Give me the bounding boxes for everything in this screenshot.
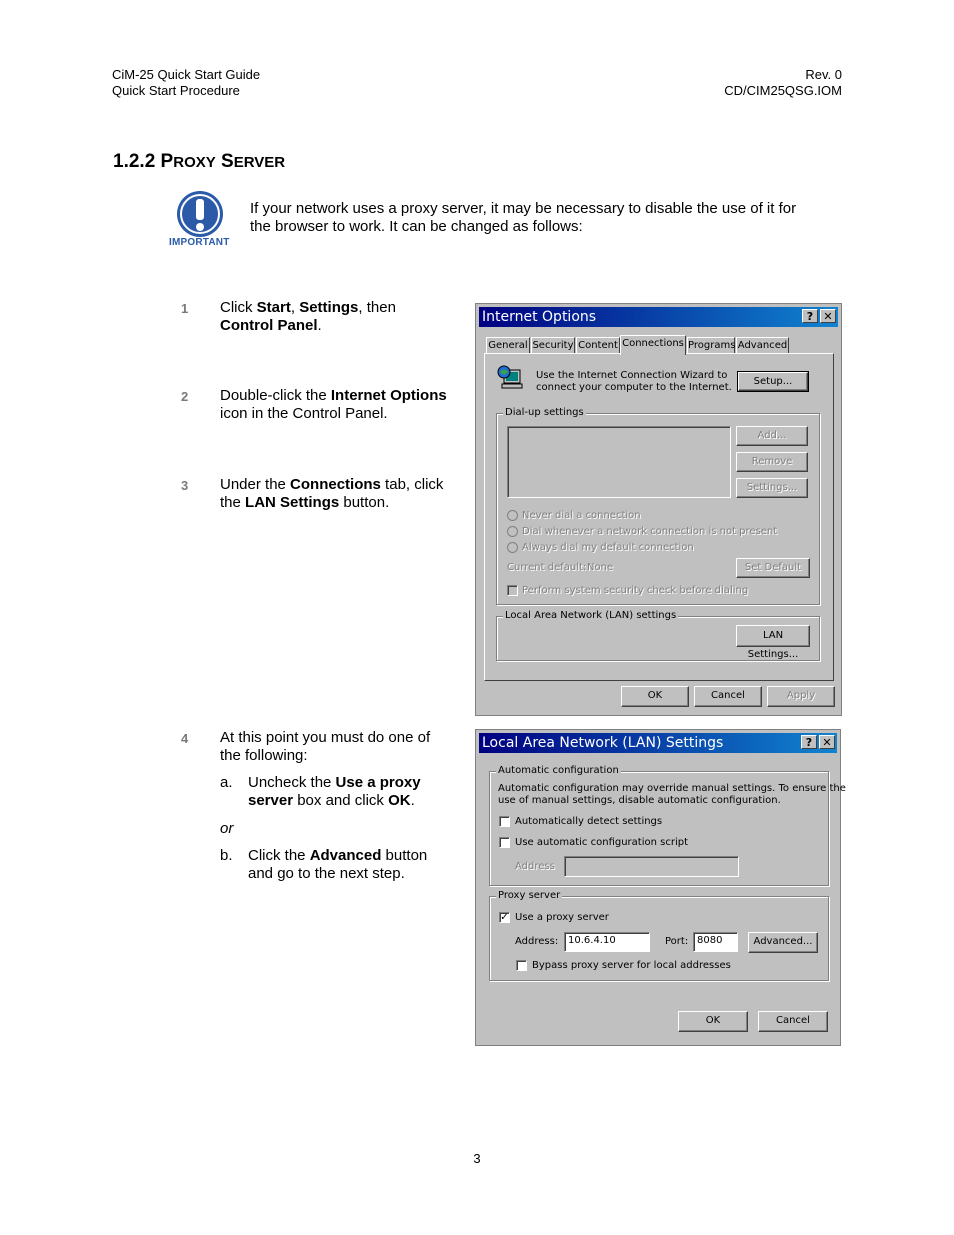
cancel-button[interactable]: Cancel — [758, 1011, 828, 1032]
never-dial-label: Never dial a connection — [522, 510, 641, 521]
cancel-button[interactable]: Cancel — [694, 686, 762, 707]
close-button[interactable]: ✕ — [820, 309, 836, 323]
step-bold: Start — [256, 299, 291, 316]
page-number: 3 — [473, 1151, 481, 1166]
important-icon — [169, 190, 230, 252]
use-proxy-label: Use a proxy server — [515, 912, 609, 923]
step-bold: Control Panel — [220, 317, 318, 334]
auto-address-label: Address — [515, 861, 555, 872]
step-2-text — [220, 387, 470, 423]
security-check-checkbox[interactable] — [507, 585, 518, 596]
step-text: Click — [220, 299, 257, 316]
section-title-initial-2: S — [221, 151, 234, 172]
tab-programs[interactable]: Programs — [687, 337, 735, 354]
step-text: the — [220, 494, 246, 511]
step-3-text — [220, 476, 470, 512]
dial-when-needed-radio[interactable] — [507, 526, 518, 537]
header-rev: Rev. 0 — [805, 67, 842, 82]
help-button[interactable]: ? — [801, 735, 817, 749]
bypass-local-checkbox[interactable] — [516, 960, 527, 971]
proxy-address-input[interactable]: 10.6.4.10 — [564, 932, 650, 952]
ok-button[interactable]: OK — [621, 686, 689, 707]
step-text: the following: — [220, 747, 308, 764]
step-bold: Connections — [290, 476, 381, 493]
dial-when-needed-label: Dial whenever a network connection is not present — [522, 526, 778, 537]
step-4b-letter: b. — [220, 847, 233, 864]
important-note-line-1: If your network uses a proxy server, it may be necessary to disable the use of it for — [250, 200, 797, 217]
tab-security[interactable]: Security — [531, 337, 575, 354]
close-button[interactable]: ✕ — [819, 735, 835, 749]
apply-button[interactable]: Apply — [767, 686, 835, 707]
step-bold: Settings — [299, 299, 359, 316]
section-title — [113, 151, 285, 173]
group-label: Automatic configuration — [498, 765, 619, 776]
remove-button[interactable]: Remove — [736, 452, 808, 472]
header-right — [724, 67, 842, 99]
security-check-label: Perform system security check before dialing — [522, 585, 749, 596]
step-text: icon in the Control Panel. — [220, 405, 388, 422]
section-title-rest-2: ERVER — [233, 154, 286, 171]
setup-button[interactable]: Setup... — [738, 372, 808, 391]
important-note — [250, 200, 850, 236]
section-number: 1.2.2 — [113, 151, 156, 172]
always-dial-label: Always dial my default connection — [522, 542, 694, 553]
auto-config-desc-1: Automatic configuration may override manual settings. To ensure the — [498, 783, 846, 794]
add-button[interactable]: Add... — [736, 426, 808, 446]
ok-button[interactable]: OK — [678, 1011, 748, 1032]
advanced-button[interactable]: Advanced... — [748, 932, 818, 953]
step-4-text — [220, 729, 470, 765]
group-label: Proxy server — [498, 890, 561, 901]
step-4a-letter: a. — [220, 774, 233, 791]
dialog-title: Local Area Network (LAN) Settings — [482, 735, 724, 751]
header-section: Quick Start Procedure — [112, 83, 240, 98]
current-default-value: None — [587, 562, 614, 573]
step-1-number: 1 — [181, 301, 189, 316]
step-4-or: or — [220, 820, 234, 837]
header-doc-id: CD/CIM25QSG.IOM — [724, 83, 842, 98]
step-bold: Internet Options — [330, 387, 447, 404]
group-label: Local Area Network (LAN) settings — [505, 610, 677, 621]
section-title-initial-1: P — [160, 151, 174, 172]
step-2-number: 2 — [181, 389, 189, 404]
title-bar — [479, 733, 837, 753]
wizard-text-2: connect your computer to the Internet. — [536, 382, 732, 393]
connections-list[interactable] — [507, 426, 731, 498]
step-bold: server — [248, 792, 294, 809]
always-dial-radio[interactable] — [507, 542, 518, 553]
current-default-label: Current default: — [507, 562, 587, 573]
tab-content[interactable]: Content — [576, 337, 620, 354]
step-4b-text — [248, 847, 468, 883]
use-proxy-checkbox[interactable]: ✓ — [500, 912, 509, 923]
auto-script-label: Use automatic configuration script — [515, 837, 688, 848]
connection-wizard-icon — [496, 364, 524, 392]
dialog-title: Internet Options — [482, 309, 597, 325]
step-text: Double-click the — [220, 387, 331, 404]
proxy-address-label: Address: — [515, 936, 559, 947]
tab-advanced[interactable]: Advanced — [736, 337, 789, 354]
step-text: . — [410, 792, 415, 809]
important-label: IMPORTANT — [169, 237, 230, 248]
bypass-local-label: Bypass proxy server for local addresses — [532, 960, 731, 971]
never-dial-radio[interactable] — [507, 510, 518, 521]
lan-settings-dialog — [475, 729, 846, 1046]
tab-general[interactable]: General — [486, 337, 530, 354]
step-bold: OK — [388, 792, 411, 809]
proxy-port-label: Port: — [665, 936, 689, 947]
step-text: and go to the next step. — [248, 865, 405, 882]
exclamation-icon — [173, 190, 229, 240]
lan-settings-button[interactable]: LAN Settings... — [736, 625, 810, 647]
step-bold: Use a proxy — [335, 774, 421, 791]
step-text: button — [381, 847, 428, 864]
step-text: box and click — [293, 792, 389, 809]
step-4a-text — [248, 774, 468, 810]
step-text: At this point you must do one of — [220, 729, 431, 746]
auto-detect-checkbox[interactable] — [499, 816, 510, 827]
step-text: . — [317, 317, 322, 334]
step-text: Click the — [248, 847, 310, 864]
step-text: button. — [339, 494, 390, 511]
step-text: , — [290, 299, 300, 316]
wizard-text-1: Use the Internet Connection Wizard to — [536, 370, 728, 381]
step-text: tab, click — [380, 476, 444, 493]
set-default-button[interactable]: Set Default — [736, 558, 810, 578]
auto-detect-label: Automatically detect settings — [515, 816, 663, 827]
header-left — [112, 67, 260, 99]
auto-script-checkbox[interactable] — [499, 837, 510, 848]
tab-connections[interactable]: Connections — [620, 335, 686, 355]
header-doc-title: CiM-25 Quick Start Guide — [112, 67, 261, 82]
title-bar — [479, 307, 838, 327]
step-text: Uncheck the — [248, 774, 336, 791]
step-3-number: 3 — [181, 478, 189, 493]
important-note-line-2: the browser to work. It can be changed as follows: — [250, 218, 583, 235]
auto-address-input[interactable] — [564, 856, 739, 877]
step-text: Under the — [220, 476, 291, 493]
step-text: , then — [358, 299, 396, 316]
proxy-port-input[interactable]: 8080 — [693, 932, 738, 952]
auto-config-desc-2: use of manual settings, disable automatic configuration. — [498, 795, 781, 806]
step-bold: Advanced — [309, 847, 382, 864]
step-1-text — [220, 299, 470, 335]
step-4-number: 4 — [181, 731, 189, 746]
step-bold: LAN Settings — [245, 494, 340, 511]
dialup-settings-button[interactable]: Settings... — [736, 478, 808, 498]
section-title-rest-1: ROXY — [173, 154, 216, 171]
internet-options-dialog — [475, 303, 842, 716]
help-button[interactable]: ? — [802, 309, 818, 323]
group-label: Dial-up settings — [505, 407, 584, 418]
